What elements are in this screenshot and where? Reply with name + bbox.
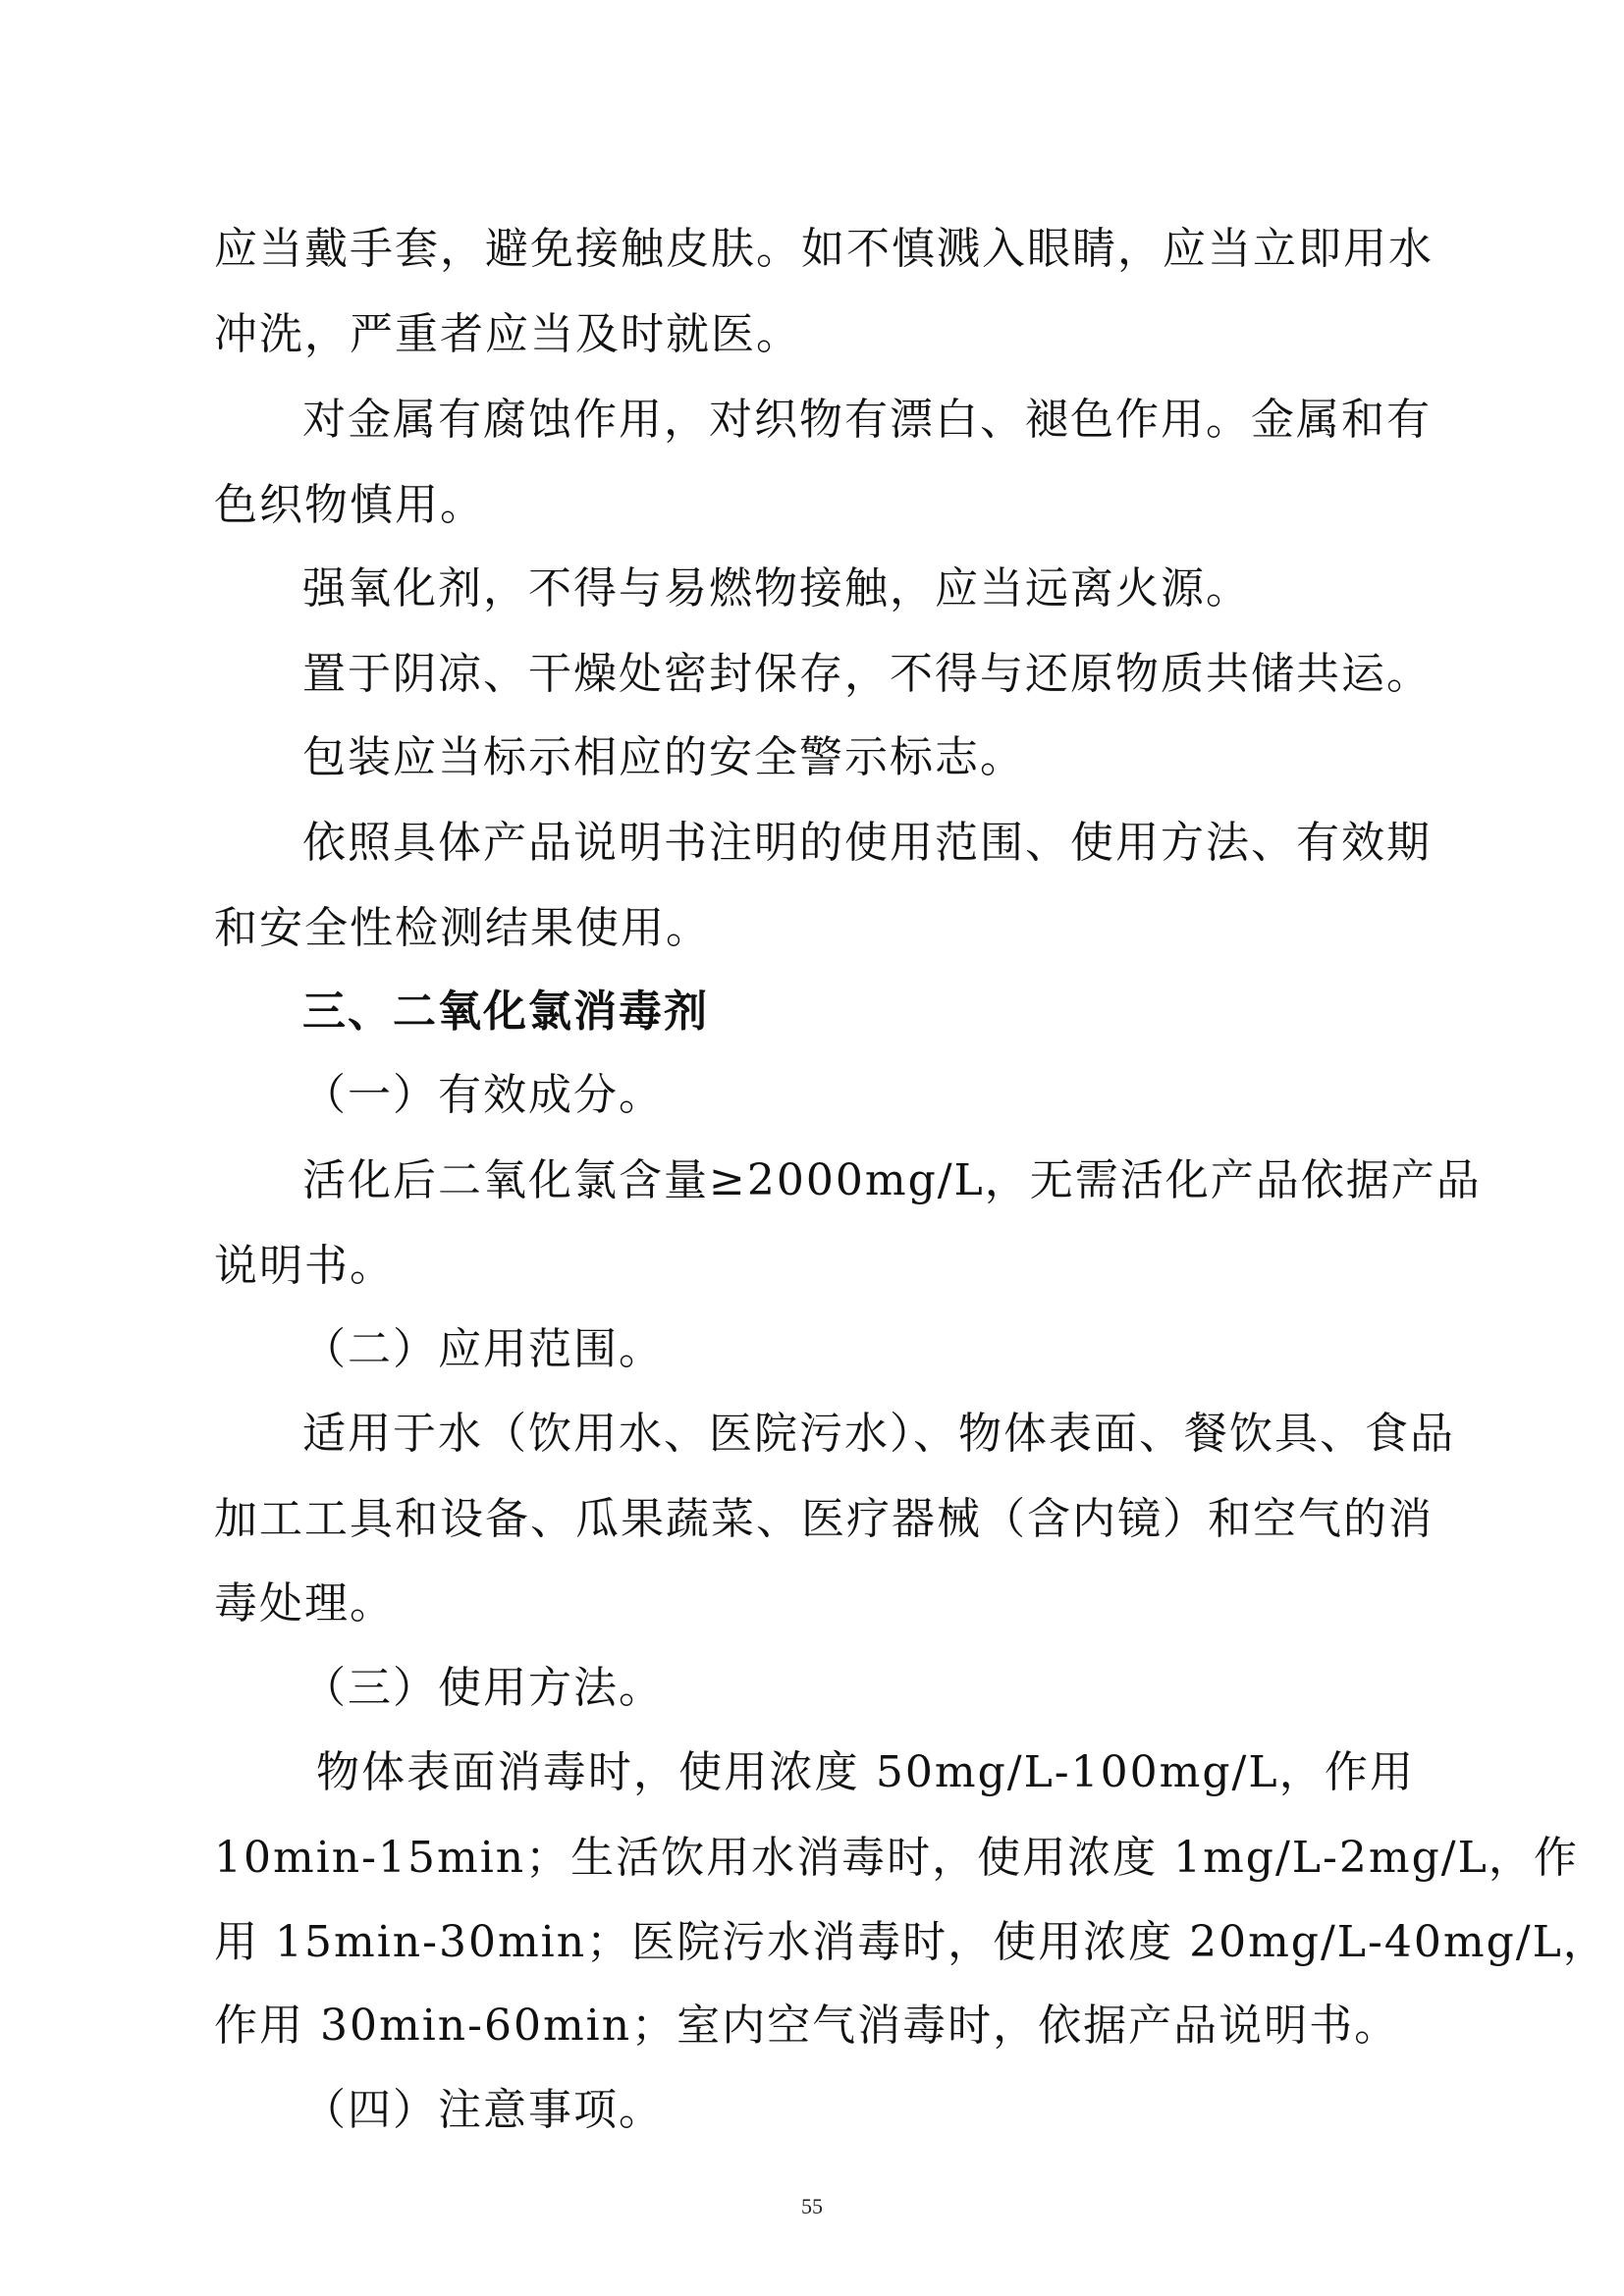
- line-text: 10min-15min；生活饮用水消毒时，使用浓度 1mg/L-2mg/L，作: [214, 1833, 1579, 1883]
- line-text: 对金属有腐蚀作用，对织物有漂白、褪色作用。金属和有: [302, 395, 1432, 445]
- paragraph-line: [0, 886, 1624, 971]
- subsection-heading: [0, 1308, 1624, 1392]
- paragraph-line: [0, 1139, 1624, 1223]
- line-text: 强氧化剂，不得与易燃物接触，应当远离火源。: [302, 563, 1251, 614]
- paragraph-line: [0, 1392, 1624, 1476]
- paragraph-line: [0, 463, 1624, 548]
- subsection-heading-text: （三）使用方法。: [302, 1663, 664, 1713]
- line-text: 毒处理。: [214, 1578, 395, 1629]
- paragraph-line: [0, 1562, 1624, 1646]
- section-heading-text: 三、二氧化氯消毒剂: [302, 987, 709, 1037]
- paragraph-line: [0, 1477, 1624, 1562]
- paragraph-line: [0, 207, 1624, 292]
- paragraph-line: [0, 632, 1624, 717]
- line-text: 依照具体产品说明书注明的使用范围、使用方法、有效期: [302, 818, 1432, 868]
- page-number: 55: [801, 2194, 823, 2218]
- line-text: 冲洗，严重者应当及时就医。: [214, 309, 801, 359]
- paragraph-line: [0, 1816, 1624, 1900]
- line-text: 作用 30min-60min；室内空气消毒时，依据产品说明书。: [214, 2001, 1400, 2051]
- paragraph-line: [0, 378, 1624, 462]
- line-text: 加工工具和设备、瓜果蔬菜、医疗器械（含内镜）和空气的消: [214, 1494, 1434, 1544]
- subsection-heading-text: （二）应用范围。: [302, 1324, 664, 1374]
- line-text: 包装应当标示相应的安全警示标志。: [302, 732, 1025, 782]
- line-text: 置于阴凉、干燥处密封保存，不得与还原物质共储共运。: [302, 649, 1432, 699]
- line-text: 应当戴手套，避免接触皮肤。如不慎溅入眼睛，应当立即用水: [214, 224, 1434, 274]
- subsection-heading: [0, 2068, 1624, 2153]
- paragraph-line: [0, 293, 1624, 377]
- paragraph-line: [0, 1731, 1624, 1815]
- line-text: 适用于水（饮用水、医院污水）、物体表面、餐饮具、食品: [302, 1409, 1455, 1459]
- subsection-heading-text: （四）注意事项。: [302, 2085, 664, 2135]
- line-text: 活化后二氧化氯含量≥2000mg/L，无需活化产品依据产品: [302, 1155, 1482, 1205]
- paragraph-line: [0, 1984, 1624, 2068]
- paragraph-line: [0, 1900, 1624, 1985]
- section-heading: [0, 970, 1624, 1054]
- line-text: 和安全性检测结果使用。: [214, 903, 711, 953]
- paragraph-line: [0, 547, 1624, 631]
- paragraph-line: [0, 716, 1624, 800]
- subsection-heading: [0, 1053, 1624, 1138]
- line-text: 用 15min-30min；医院污水消毒时，使用浓度 20mg/L-40mg/L，: [214, 1917, 1608, 1967]
- subsection-heading: [0, 1646, 1624, 1731]
- line-text: 物体表面消毒时，使用浓度 50mg/L-100mg/L，作用: [316, 1747, 1415, 1797]
- line-text: 色织物慎用。: [214, 480, 485, 530]
- paragraph-line: [0, 1224, 1624, 1308]
- paragraph-line: [0, 801, 1624, 885]
- line-text: 说明书。: [214, 1241, 395, 1291]
- subsection-heading-text: （一）有效成分。: [302, 1070, 664, 1120]
